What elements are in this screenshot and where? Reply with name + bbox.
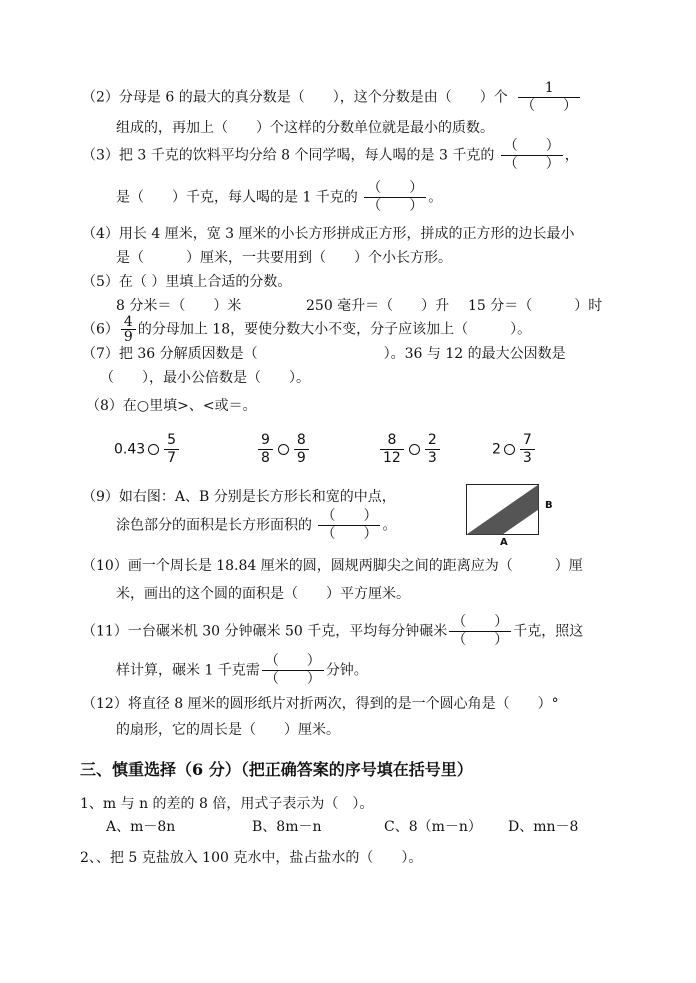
q8-c2-left-fraction	[258, 432, 273, 467]
q9-line2	[116, 508, 396, 543]
q9-line2-text: 涂色部分的面积是长方形面积的	[116, 517, 312, 534]
q8-c3-right-numerator: 2	[427, 432, 437, 448]
q6-text: 的分母加上 18，要使分数大小不变，分子应该加上（ ）。	[137, 321, 532, 338]
q11-line1-suffix: 千克，照这	[513, 623, 584, 640]
q8-c1-denominator: 7	[164, 449, 179, 467]
q5-item1: 8 分米＝（ ）米	[116, 298, 242, 314]
q8-c3-right-denominator: 3	[425, 449, 440, 467]
q9-line1: （9）如右图：A、B 分别是长方形长和宽的中点，	[82, 489, 396, 505]
q9-label-a: A	[500, 537, 508, 548]
compare-circle-icon[interactable]	[278, 444, 289, 455]
s3q1-text: 1、m 与 n 的差的 8 倍，用式子表示为（ ）。	[80, 796, 374, 812]
q8-compare-4	[492, 432, 537, 467]
q8-compare-3	[378, 432, 442, 467]
q8-line1: （8）在○里填>、<或＝。	[86, 398, 257, 414]
q6-fraction	[121, 315, 136, 344]
q6-fraction-denominator: 9	[121, 329, 136, 344]
figure-shaded-region	[467, 485, 539, 535]
q3-line1-text: （3）把 3 千克的饮料平均分给 8 个同学喝，每人喝的是 3 千克的	[82, 147, 495, 164]
q9-blank-fraction-denominator: （ ）	[318, 525, 380, 543]
q3-blank-fraction-2-numerator: （ ）	[367, 180, 424, 196]
q3-blank-fraction-2-denominator: （ ）	[364, 197, 426, 215]
q11-line1-prefix: （11）一台碾米机 30 分钟碾米 50 千克，平均每分钟碾米	[82, 623, 448, 640]
q8-compare-1	[114, 432, 181, 467]
q2-line1-text: （2）分母是 6 的最大的真分数是（ ），这个分数是由（ ）个	[82, 89, 508, 106]
q3-blank-fraction-1-numerator: （ ）	[503, 138, 560, 154]
s3q1-option-b[interactable]: B、8m－n	[252, 819, 322, 835]
section3-heading: 三、慎重选择（6 分）（把正确答案的序号填在括号里）	[80, 760, 473, 779]
compare-circle-icon[interactable]	[504, 444, 515, 455]
q11-blank-fraction-1-numerator: （ ）	[452, 614, 509, 630]
q8-c2-left-numerator: 9	[261, 432, 270, 448]
q7-line1: （7）把 36 分解质因数是（ ）。36 与 12 的最大公因数是	[82, 346, 566, 362]
q3-line2	[116, 180, 442, 215]
q8-c2-left-denominator: 8	[258, 449, 273, 467]
q2-fraction-numerator: 1	[544, 80, 554, 96]
q11-blank-fraction-1-denominator: （ ）	[449, 631, 511, 649]
q3-line2-text: 是（ ）千克，每人喝的是 1 千克的	[116, 189, 358, 206]
q9-period: 。	[382, 517, 397, 534]
q11-blank-fraction-1	[449, 614, 511, 649]
q9-blank-fraction	[318, 508, 380, 543]
q11-blank-fraction-2-numerator: （ ）	[264, 653, 321, 669]
q8-c1-numerator: 5	[167, 432, 177, 448]
q12-line1: （12）将直径 8 厘米的圆形纸片对折两次，得到的是一个圆心角是（ ）°	[82, 696, 559, 712]
q7-line2: （ ），最小公倍数是（ ）。	[100, 370, 310, 386]
q3-blank-fraction-1	[501, 138, 563, 173]
q8-c2-right-denominator: 9	[294, 449, 309, 467]
q4-line2: 是（ ）厘米，一共要用到（ ）个小长方形。	[116, 250, 452, 266]
q11-line2-suffix: 分钟。	[325, 662, 368, 679]
q3-period: 。	[428, 189, 443, 206]
q8-c4-numerator: 7	[522, 432, 532, 448]
q8-c3-right-fraction	[425, 432, 440, 467]
q12-line2: 的扇形，它的周长是（ ）厘米。	[116, 722, 340, 738]
q6-prefix: （6）	[82, 321, 119, 338]
s3q1-option-d[interactable]: D、mn－8	[508, 819, 579, 835]
rectangle-figure	[466, 484, 542, 536]
q10-line2: 米，画出的这个圆的面积是（ ）平方厘米。	[116, 586, 410, 602]
q8-c4-fraction	[520, 432, 535, 467]
q8-c4-left: 2	[492, 441, 501, 458]
q8-c1-fraction	[164, 432, 179, 467]
q6-line	[82, 315, 531, 344]
q8-c2-right-numerator: 8	[296, 432, 306, 448]
q8-c1-left: 0.43	[114, 441, 146, 458]
compare-circle-icon[interactable]	[409, 444, 420, 455]
q3-comma: ，	[564, 147, 579, 164]
q10-line1: （10）画一个周长是 18.84 厘米的圆，圆规两脚尖之间的距离应为（ ）厘	[82, 558, 583, 574]
s3q1-option-a[interactable]: A、m－8n	[106, 819, 176, 835]
q11-line2-prefix: 样计算，碾米 1 千克需	[116, 662, 260, 679]
q11-blank-fraction-2-denominator: （ ）	[262, 670, 324, 688]
s3q2-text: 2、、把 5 克盐放入 100 克水中，盐占盐水的（ ）。	[80, 850, 423, 866]
q8-c2-right-fraction	[294, 432, 309, 467]
q8-compare-2	[256, 432, 311, 467]
q8-c4-denominator: 3	[520, 449, 535, 467]
q8-c3-left-fraction	[380, 432, 404, 467]
q2-fraction	[518, 80, 580, 115]
q3-blank-fraction-2	[364, 180, 426, 215]
q8-c3-left-numerator: 8	[387, 432, 397, 448]
q2-fraction-denominator: （ ）	[518, 97, 580, 115]
q11-blank-fraction-2	[262, 653, 324, 688]
q5-line1: （5）在（ ）里填上合适的分数。	[82, 274, 292, 290]
s3q1-option-c[interactable]: C、8（m－n）	[384, 819, 482, 835]
q4-line1: （4）用长 4 厘米，宽 3 厘米的小长方形拼成正方形，拼成的正方形的边长最小	[82, 226, 575, 242]
q9-blank-fraction-numerator: （ ）	[321, 508, 378, 524]
q5-item3: 15 分＝（ ）时	[468, 298, 603, 314]
q8-c3-left-denominator: 12	[380, 449, 404, 467]
q3-blank-fraction-1-denominator: （ ）	[501, 155, 563, 173]
compare-circle-icon[interactable]	[148, 444, 159, 455]
q3-line1	[82, 138, 579, 173]
q2-line1	[82, 80, 582, 115]
q9-label-b: B	[545, 500, 553, 511]
q11-line2	[116, 653, 368, 688]
q6-fraction-numerator: 4	[123, 314, 133, 330]
q11-line1	[82, 614, 583, 649]
q5-item2: 250 毫升＝（ ）升	[306, 298, 450, 314]
q2-line2: 组成的，再加上（ ）个这样的分数单位就是最小的质数。	[116, 120, 494, 136]
rectangle-diagram	[466, 484, 542, 536]
